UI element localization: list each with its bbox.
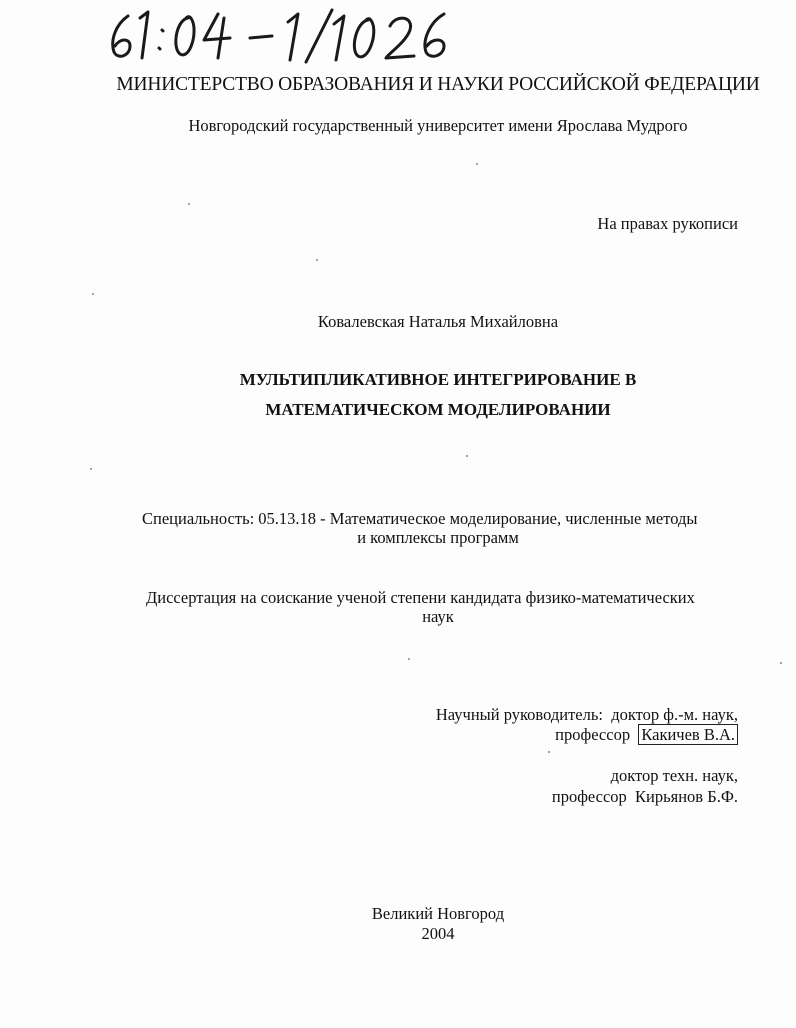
advisor-2-row bbox=[552, 787, 738, 807]
advisor-1-name: Какичев В.А. bbox=[638, 724, 738, 745]
scan-speck bbox=[90, 468, 92, 470]
specialty-line-2: и комплексы программ bbox=[357, 528, 519, 547]
university-name: Новгородский государственный университет имени Ярослава Мудрого bbox=[188, 116, 688, 135]
thesis-title-line-1: МУЛЬТИПЛИКАТИВНОЕ ИНТЕГРИРОВАНИЕ В bbox=[239, 370, 637, 389]
advisor-1-title: профессор bbox=[555, 725, 631, 744]
archive-number-handwritten bbox=[100, 4, 520, 66]
scan-speck bbox=[548, 751, 550, 753]
thesis-title-line-2: МАТЕМАТИЧЕСКОМ МОДЕЛИРОВАНИИ bbox=[265, 400, 611, 419]
scan-speck bbox=[92, 293, 94, 295]
scan-speck bbox=[408, 658, 410, 660]
advisor-2-title: профессор bbox=[551, 787, 627, 806]
dissertation-line-1: Диссертация на соискание ученой степени кандидата физико-математических bbox=[146, 588, 695, 607]
dissertation-line-2: наук bbox=[422, 607, 454, 626]
city: Великий Новгород bbox=[371, 904, 505, 923]
scan-speck bbox=[780, 662, 782, 664]
advisor-label-row bbox=[436, 705, 738, 725]
year: 2004 bbox=[421, 924, 455, 943]
advisor-label: Научный руководитель: bbox=[435, 705, 603, 724]
advisor-1-row bbox=[555, 725, 738, 745]
specialty-line-1: Специальность: 05.13.18 - Математическое моделирование, численные методы bbox=[142, 509, 698, 528]
advisor-2-name: Кирьянов Б.Ф. bbox=[635, 787, 738, 806]
ministry-header: МИНИСТЕРСТВО ОБРАЗОВАНИЯ И НАУКИ РОССИЙСКОЙ ФЕДЕРАЦИИ bbox=[116, 74, 760, 95]
scan-speck bbox=[188, 203, 190, 205]
advisor-1-degree: доктор ф.-м. наук, bbox=[611, 705, 738, 724]
scan-speck bbox=[316, 259, 318, 261]
advisor-2-degree: доктор техн. наук, bbox=[610, 766, 738, 785]
scan-speck bbox=[476, 163, 478, 165]
handwritten-stamp-icon bbox=[100, 4, 520, 66]
scan-speck bbox=[466, 455, 468, 457]
manuscript-note: На правах рукописи bbox=[597, 214, 738, 233]
author-name: Ковалевская Наталья Михайловна bbox=[317, 312, 559, 331]
